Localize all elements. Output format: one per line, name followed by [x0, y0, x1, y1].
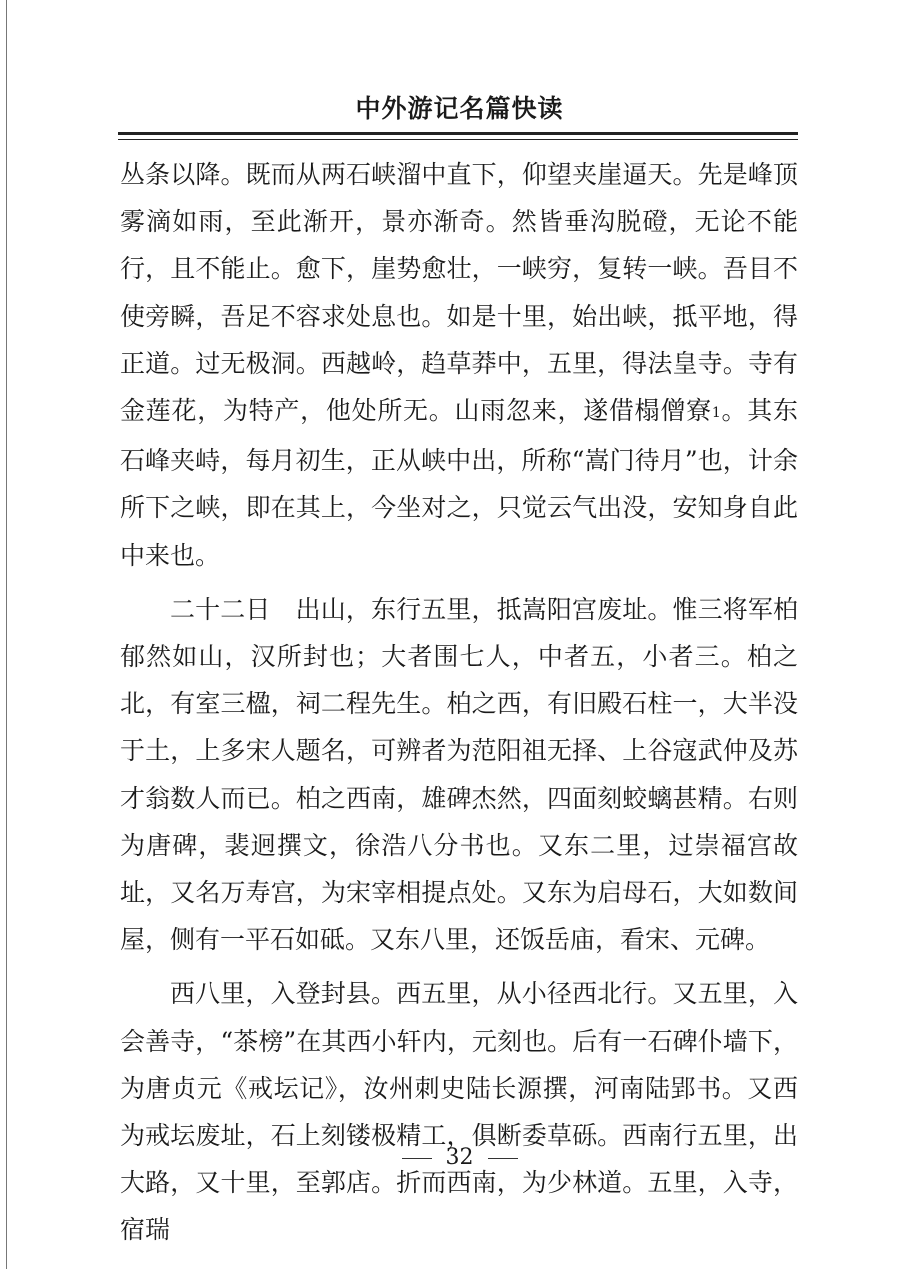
paragraph-1-text-b: 。其东石峰夹峙，每月初生，正从峡中出，所称“嵩门待月”也，计余所下之峡，即在其上，今坐对之，只觉云气出没，安知身自此中来也。	[120, 396, 798, 570]
paragraph-1-text-a: 丛条以降。既而从两石峡溜中直下，仰望夹崖逼天。先是峰顶雾滴如雨，至此渐开，景亦渐奇。然皆垂沟脱磴，无论不能行，且不能止。愈下，崖势愈壮，一峡穷，复转一峡。吾目不使旁瞬，吾足不容求处息也。如是十里，始出峡，抵平地，得正道。过无极洞。西越岭，趋草莽中，五里，得法皇寺。寺有金莲花，为特产，他处所无。山雨忽来，遂借榻僧寮	[120, 160, 798, 426]
header-rule-thin	[118, 139, 798, 140]
page-edge-line	[6, 0, 7, 1269]
header-rule-thick	[118, 132, 798, 135]
paragraph-3: 西八里，入登封县。西五里，从小径西北行。又五里，入会善寺，“茶榜”在其西小轩内，元刻也。后有一石碑仆墙下，为唐贞元《戒坛记》，汝州刺史陆长源撰，河南陆郢书。又西为戒坛废址，石上刻镂极精工，俱断委草砾。西南行五里，出大路，又十里，至郭店。折而西南，为少林道。五里，入寺，宿瑞	[120, 979, 798, 1245]
page-number: 32	[445, 1145, 474, 1170]
page-number-footer	[0, 1143, 919, 1173]
paragraph-1	[120, 151, 798, 579]
page-number-dash-right	[488, 1158, 518, 1159]
footnote-marker: 1	[711, 405, 721, 422]
page-number-dash-left	[402, 1158, 432, 1159]
running-header-title: 中外游记名篇快读	[355, 94, 564, 123]
body-text	[120, 151, 798, 1254]
paragraph-2: 二十二日 出山，东行五里，抵嵩阳宫废址。惟三将军柏郁然如山，汉所封也；大者围七人，中者五，小者三。柏之北，有室三楹，祠二程先生。柏之西，有旧殿石柱一，大半没于土，上多宋人题名，可辨者为范阳祖无择、上谷寇武仲及苏才翁数人而已。柏之西南，雄碑杰然，四面刻蛟螭甚精。右则为唐碑，裴迥撰文，徐浩八分书也。又东二里，过崇福宫故址，又名万寿宫，为宋宰相提点处。又东为启母石，大如数间屋，侧有一平石如砥。又东八里，还饭岳庙，看宋、元碑。	[120, 594, 798, 955]
